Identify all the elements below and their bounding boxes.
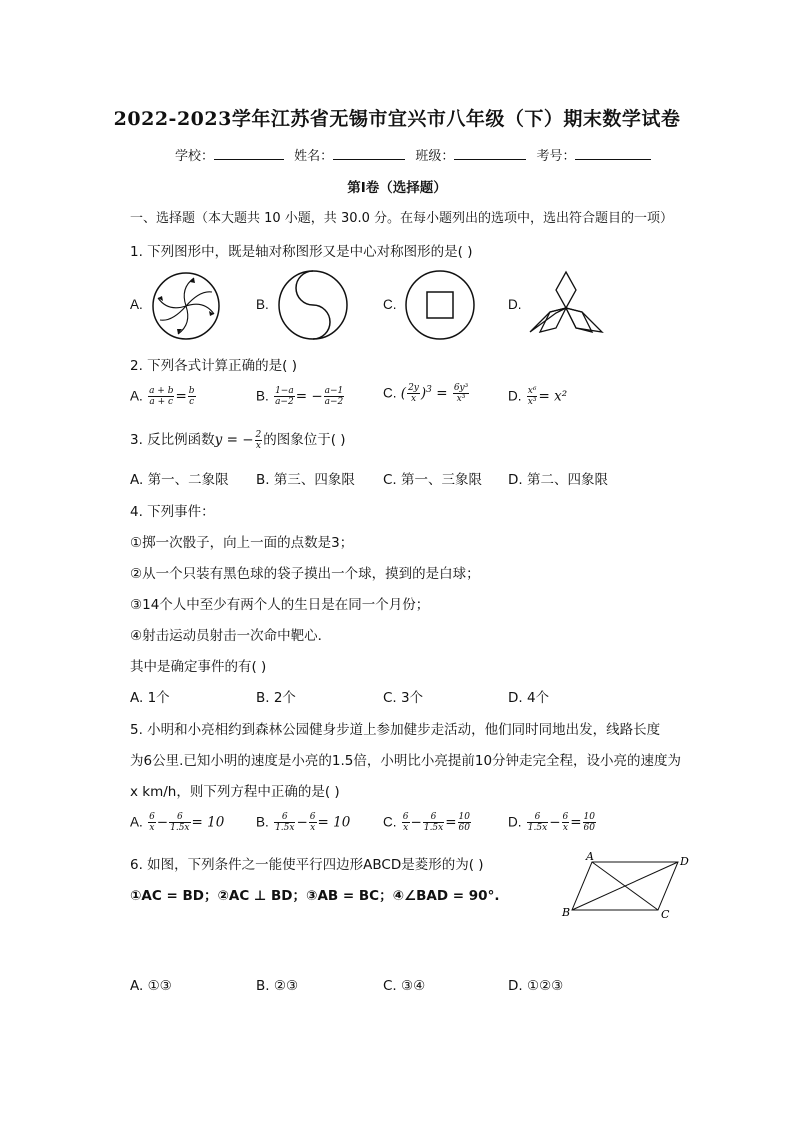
q3-stem: 3. 反比例函数y = − $\frac{2}{x}$ 的图象位于( ) (130, 429, 346, 451)
section-heading: 一、选择题（本大题共 10 小题，共 30.0 分。在每小题列出的选项中，选出符合题目的一项） (130, 211, 674, 226)
exam-no-label: 考号： (536, 149, 576, 164)
q6-option-c[interactable]: C. ③④ (383, 978, 426, 994)
q5-line-2: 为6公里.已知小明的速度是小亮的1.5倍，小明比小亮提前10分钟走完全程，设小亮的速度为 (130, 753, 682, 769)
q4-option-c[interactable]: C. 3个 (383, 690, 424, 706)
q2-option-c[interactable]: C. ( $\frac{2y}{x}$ )$^3$ = $\frac{\text{6y³}}{\text{x³}}$ (383, 383, 469, 404)
q4-item-4: ④射击运动员射击一次命中靶心． (130, 628, 332, 644)
q3-option-a[interactable]: A. 第一、二象限 (130, 472, 229, 488)
exam-title: 2022-2023学年江苏省无锡市宜兴市八年级（下）期末数学试卷 (113, 108, 681, 130)
q5-label-c: C. (383, 814, 397, 830)
q2-label-c: C. (383, 385, 397, 401)
q1-label-c: C. (383, 297, 397, 312)
q6-label-a: A (586, 850, 594, 863)
q4-item-2: ②从一个只装有黑色球的袋子摸出一个球，摸到的是白球； (130, 566, 480, 582)
q5-option-c[interactable]: C. $\frac{6}{x}$ − $\frac{6}{1.5x}$ = $\frac{10}{60}$ (383, 812, 470, 833)
q5-option-b[interactable]: B. $\frac{6}{1.5x}$ − $\frac{6}{x}$ = 10 (256, 812, 351, 833)
q2-label-a: A. (130, 388, 143, 404)
q6-label-b: B (562, 906, 571, 919)
q1-figure-c-circle-square (403, 268, 477, 342)
q1-label-d: D. (508, 297, 522, 312)
q2-a-lhs-fraction: $\frac{a + b}{a + c}$ (149, 386, 174, 407)
q6-label-d: D (680, 855, 689, 868)
q4-option-d[interactable]: D. 4个 (508, 690, 550, 706)
q4-option-a[interactable]: A. 1个 (130, 690, 170, 706)
q5-label-d: D. (508, 814, 522, 830)
q4-option-b[interactable]: B. 2个 (256, 690, 296, 706)
q6-conditions: ①AC = BD；②AC ⊥ BD；③AB = BC；④∠BAD = 90°. (130, 888, 500, 904)
q4-item-3: ③14个人中至少有两个人的生日是在同一个月份； (130, 597, 430, 613)
q2-c-lhs-fraction: $\frac{2y}{x}$ (408, 383, 419, 404)
q2-label-b: B. (256, 388, 269, 404)
q4-item-1: ①掷一次骰子，向上一面的点数是3； (130, 535, 354, 551)
q2-b-lhs-fraction: $\frac{1-a}{a-2}$ (275, 386, 294, 407)
q6-option-a[interactable]: A. ①③ (130, 978, 172, 994)
q1-figure-a-pinwheel (150, 270, 222, 342)
q4-stem: 4. 下列事件： (130, 504, 215, 520)
q3-fraction: $\frac{2}{x}$ (255, 429, 262, 451)
student-info-line (175, 145, 657, 164)
q2-a-rhs-fraction: $\frac{b}{c}$ (188, 386, 195, 407)
class-label: 班级： (415, 149, 455, 164)
school-blank (214, 146, 284, 160)
q6-stem: 6. 如图，下列条件之一能使平行四边形ABCD是菱形的为( ) (130, 857, 484, 873)
q3-option-c[interactable]: C. 第一、三象限 (383, 472, 483, 488)
q5-line-1: 5. 小明和小亮相约到森林公园健身步道上参加健步走活动，他们同时同地出发，线路长度 (130, 722, 661, 738)
q2-option-d[interactable]: D. $\frac{\text{x⁶}}{\text{x³}}$ = x² (508, 386, 568, 407)
q5-label-b: B. (256, 814, 269, 830)
q2-label-d: D. (508, 388, 522, 404)
q3-option-b[interactable]: B. 第三、四象限 (256, 472, 355, 488)
q6-parallelogram-figure (560, 848, 694, 924)
q1-figure-b-yinyang (276, 268, 350, 342)
q5-option-d[interactable]: D. $\frac{6}{1.5x}$ − $\frac{6}{x}$ = $\frac{10}{60}$ (508, 812, 595, 833)
exam-no-blank (575, 146, 651, 160)
q5-option-a[interactable]: A. $\frac{6}{x}$ − $\frac{6}{1.5x}$ = 10 (130, 812, 225, 833)
q1-label-b: B. (256, 297, 269, 312)
name-blank (333, 146, 405, 160)
q5-line-3: x km/h，则下列方程中正确的是( ) (130, 784, 340, 800)
q2-b-rhs-fraction: $\frac{a-1}{a-2}$ (324, 386, 344, 407)
q2-stem: 2. 下列各式计算正确的是( ) (130, 358, 297, 374)
q2-option-b[interactable]: B. $\frac{1-a}{a-2}$ = − $\frac{a-1}{a-2}$ (256, 386, 344, 407)
q1-label-a: A. (130, 297, 143, 312)
q6-label-c: C (661, 908, 670, 921)
q1-stem: 1. 下列图形中，既是轴对称图形又是中心对称图形的是( ) (130, 244, 473, 260)
q2-d-lhs-fraction: $\frac{\text{x⁶}}{\text{x³}}$ (527, 386, 537, 407)
name-label: 姓名： (294, 149, 334, 164)
class-blank (454, 146, 526, 160)
q6-option-d[interactable]: D. ①②③ (508, 978, 564, 994)
q4-question: 其中是确定事件的有( ) (130, 659, 267, 675)
q5-label-a: A. (130, 814, 143, 830)
school-label: 学校： (175, 149, 215, 164)
q2-option-a[interactable]: A. $\frac{a + b}{a + c}$ = $\frac{b}{c}$ (130, 386, 195, 407)
q1-figure-d-three-rhombi (528, 270, 604, 336)
volume-heading: 第Ⅰ卷（选择题） (347, 180, 447, 196)
q3-option-d[interactable]: D. 第二、四象限 (508, 472, 608, 488)
q6-option-b[interactable]: B. ②③ (256, 978, 299, 994)
q2-c-rhs-fraction: $\frac{\text{6y³}}{\text{x³}}$ (453, 383, 469, 404)
